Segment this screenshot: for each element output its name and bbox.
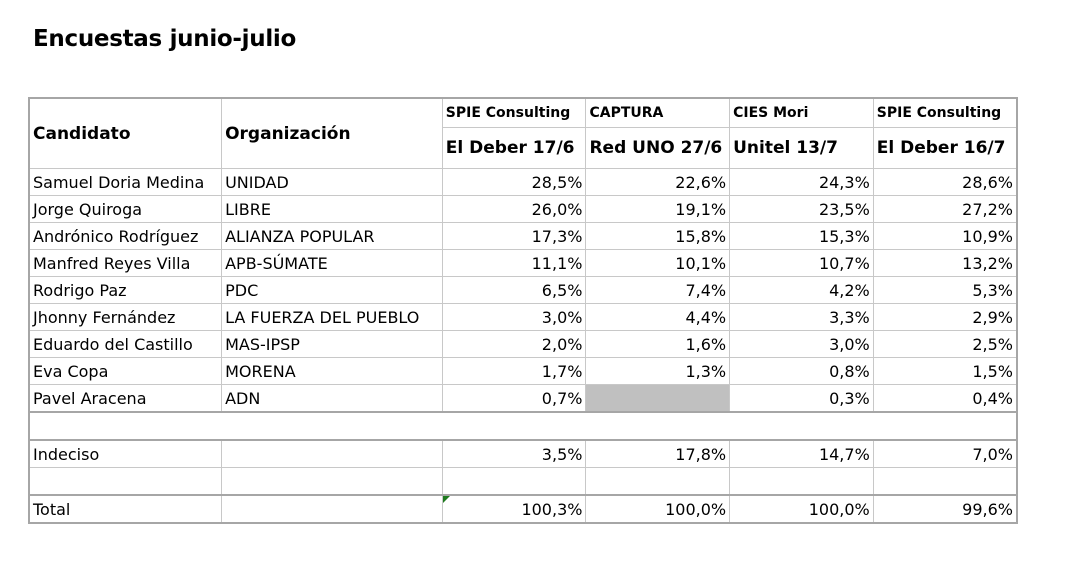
empty-gray-cell	[586, 385, 730, 413]
poll-value: 11,1%	[442, 250, 586, 277]
poll-value: 0,4%	[873, 385, 1017, 413]
poll-value: 6,5%	[442, 277, 586, 304]
total-value: 99,6%	[873, 495, 1017, 523]
poll-value: 27,2%	[873, 196, 1017, 223]
polls-table	[28, 97, 1018, 524]
table-row	[29, 385, 1017, 413]
candidate-name: Eduardo del Castillo	[29, 331, 222, 358]
table-row	[29, 304, 1017, 331]
header-row-sources	[29, 98, 1017, 128]
poll-value: 17,3%	[442, 223, 586, 250]
header-date: El Deber 16/7	[873, 128, 1017, 169]
poll-value: 3,5%	[442, 440, 586, 468]
empty-cell	[730, 468, 874, 496]
header-date: El Deber 17/6	[442, 128, 586, 169]
empty-cell	[873, 468, 1017, 496]
empty-cell	[222, 468, 443, 496]
poll-value: 28,5%	[442, 169, 586, 196]
empty-cell	[29, 468, 222, 496]
spacer-row	[29, 412, 1017, 440]
poll-value: 0,7%	[442, 385, 586, 413]
poll-value: 1,7%	[442, 358, 586, 385]
poll-value: 1,5%	[873, 358, 1017, 385]
candidate-name: Pavel Aracena	[29, 385, 222, 413]
empty-cell	[586, 468, 730, 496]
poll-value: 2,9%	[873, 304, 1017, 331]
poll-value: 4,4%	[586, 304, 730, 331]
poll-value: 19,1%	[586, 196, 730, 223]
poll-value: 0,3%	[730, 385, 874, 413]
empty-cell	[222, 495, 443, 523]
header-organizacion: Organización	[222, 98, 443, 169]
poll-value: 26,0%	[442, 196, 586, 223]
candidate-name: Rodrigo Paz	[29, 277, 222, 304]
organization-name: PDC	[222, 277, 443, 304]
header-source: CIES Mori	[730, 98, 874, 128]
poll-value: 10,9%	[873, 223, 1017, 250]
header-date: Unitel 13/7	[730, 128, 874, 169]
table-row	[29, 196, 1017, 223]
spacer-row	[29, 468, 1017, 496]
indeciso-label: Indeciso	[29, 440, 222, 468]
poll-value: 13,2%	[873, 250, 1017, 277]
poll-value: 3,0%	[442, 304, 586, 331]
organization-name: ADN	[222, 385, 443, 413]
poll-value: 5,3%	[873, 277, 1017, 304]
indeciso-row	[29, 440, 1017, 468]
total-value-with-comment-marker: 100,3%	[442, 495, 586, 523]
organization-name: MAS-IPSP	[222, 331, 443, 358]
poll-value: 2,5%	[873, 331, 1017, 358]
candidate-name: Eva Copa	[29, 358, 222, 385]
poll-value: 2,0%	[442, 331, 586, 358]
organization-name: APB-SÚMATE	[222, 250, 443, 277]
poll-value: 22,6%	[586, 169, 730, 196]
table-row	[29, 277, 1017, 304]
organization-name: LA FUERZA DEL PUEBLO	[222, 304, 443, 331]
poll-value: 3,0%	[730, 331, 874, 358]
table-row	[29, 358, 1017, 385]
poll-value: 14,7%	[730, 440, 874, 468]
candidate-name: Andrónico Rodríguez	[29, 223, 222, 250]
candidate-name: Jhonny Fernández	[29, 304, 222, 331]
header-candidato: Candidato	[29, 98, 222, 169]
poll-value: 23,5%	[730, 196, 874, 223]
poll-value: 15,8%	[586, 223, 730, 250]
poll-value: 1,6%	[586, 331, 730, 358]
total-value: 100,0%	[586, 495, 730, 523]
header-source: SPIE Consulting	[442, 98, 586, 128]
poll-value: 17,8%	[586, 440, 730, 468]
table-row	[29, 169, 1017, 196]
poll-value: 7,4%	[586, 277, 730, 304]
candidate-name: Manfred Reyes Villa	[29, 250, 222, 277]
header-date: Red UNO 27/6	[586, 128, 730, 169]
poll-value: 28,6%	[873, 169, 1017, 196]
empty-merged-cell	[29, 412, 1017, 440]
poll-value: 7,0%	[873, 440, 1017, 468]
poll-value: 0,8%	[730, 358, 874, 385]
empty-cell	[222, 440, 443, 468]
total-row	[29, 495, 1017, 523]
candidate-name: Samuel Doria Medina	[29, 169, 222, 196]
poll-value: 24,3%	[730, 169, 874, 196]
poll-value: 15,3%	[730, 223, 874, 250]
header-source: SPIE Consulting	[873, 98, 1017, 128]
poll-value: 10,1%	[586, 250, 730, 277]
poll-value: 1,3%	[586, 358, 730, 385]
organization-name: UNIDAD	[222, 169, 443, 196]
organization-name: MORENA	[222, 358, 443, 385]
table-row	[29, 250, 1017, 277]
poll-value: 4,2%	[730, 277, 874, 304]
empty-cell	[442, 468, 586, 496]
poll-value: 10,7%	[730, 250, 874, 277]
poll-value: 3,3%	[730, 304, 874, 331]
page-title: Encuestas junio-julio	[33, 26, 296, 52]
total-label: Total	[29, 495, 222, 523]
organization-name: LIBRE	[222, 196, 443, 223]
header-source: CAPTURA	[586, 98, 730, 128]
table-row	[29, 223, 1017, 250]
candidate-name: Jorge Quiroga	[29, 196, 222, 223]
total-value: 100,0%	[730, 495, 874, 523]
organization-name: ALIANZA POPULAR	[222, 223, 443, 250]
table-row	[29, 331, 1017, 358]
